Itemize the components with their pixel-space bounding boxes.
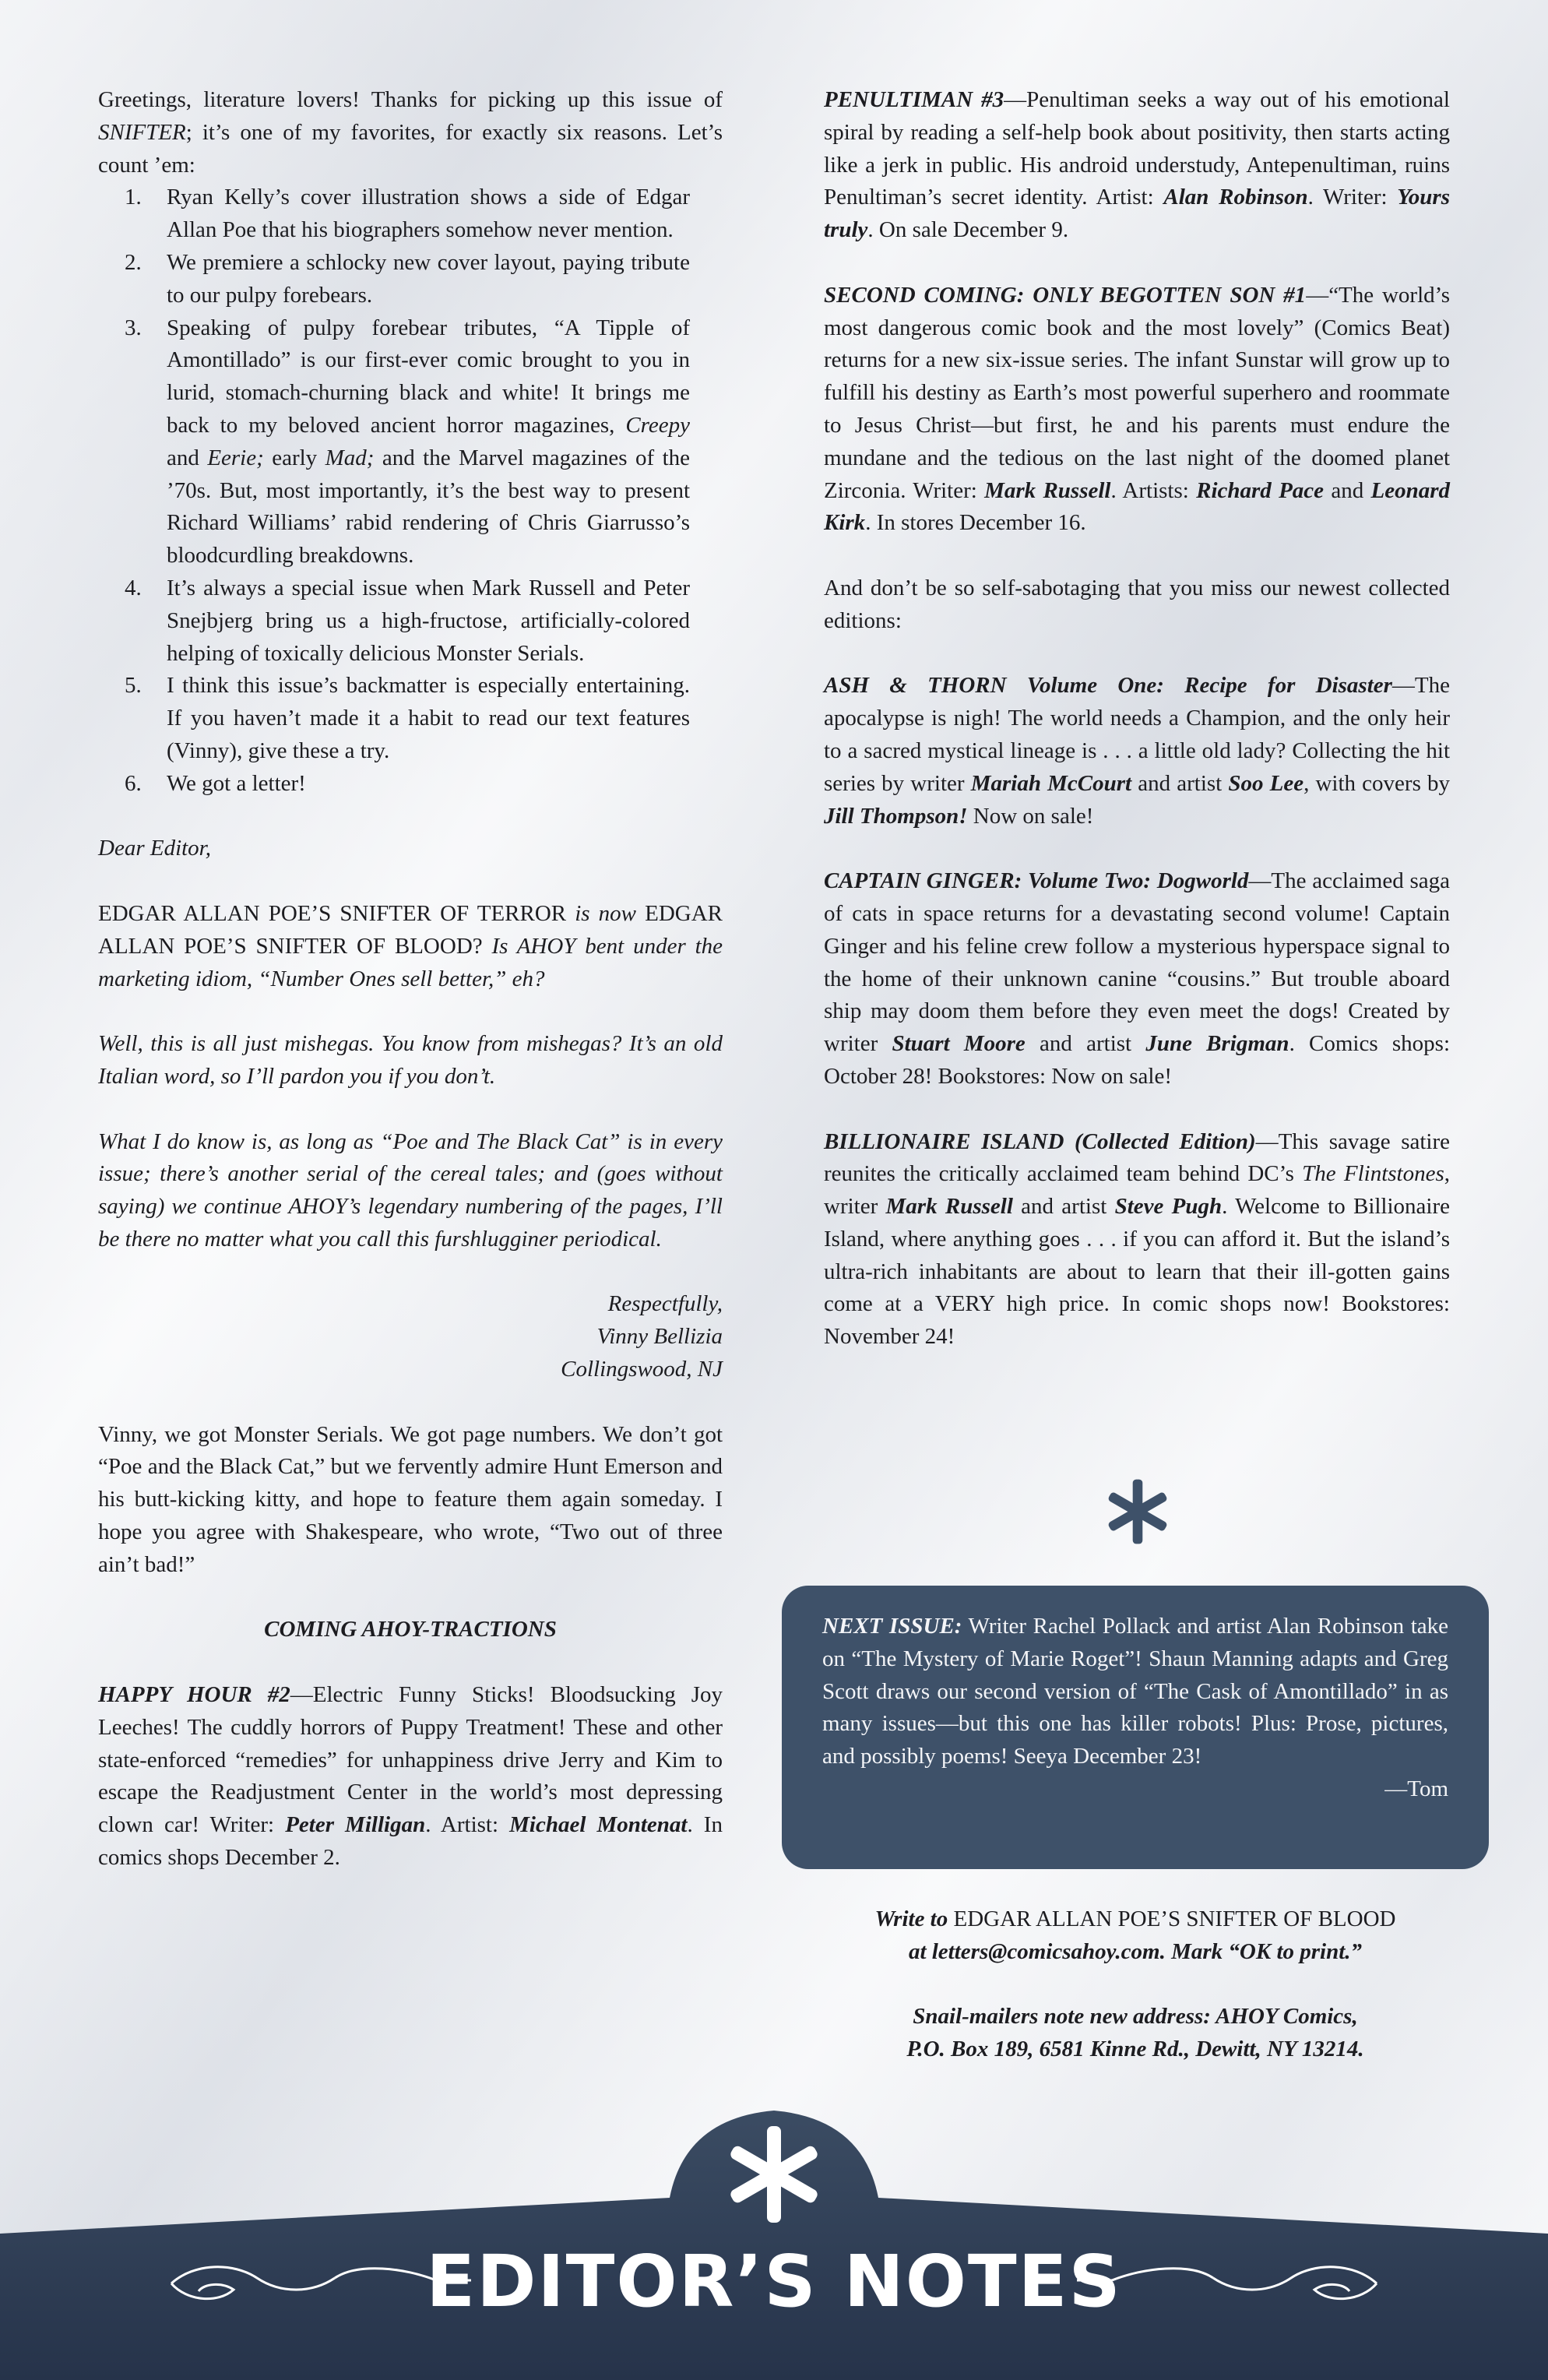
collected-intro: And don’t be so self-sabotaging that you miss our newest collected editions: [824, 575, 1450, 633]
letter-author: Vinny Bellizia [596, 1324, 723, 1350]
captain-ginger-blurb: CAPTAIN GINGER: Volume Two: Dogworld—The acclaimed saga of cats in space returns for a devastating second volume! Captain Ginger and his feline crew follow a mysterious hyperspace signal to the home of their unknown canine “cousins.” But trouble aboard ship may doom them before they even meet the dogs! Created by writer Stuart Moore and artist June Brigman. Comics shops: October 28! Bookstores: Now on sale! [824, 868, 1451, 1089]
page-title: EDITOR’S NOTES [426, 2240, 1122, 2323]
section-heading: COMING AHOY-TRACTIONS [264, 1617, 557, 1642]
asterisk-divider-icon [1103, 1477, 1173, 1547]
letter-location: Collingswood, NJ [561, 1357, 723, 1382]
list-item: 5. I think this issue’s backmatter is especially entertaining. If you haven’t made it a habit to read our text features (Vinny), give these a try. [125, 673, 690, 763]
next-issue-text: NEXT ISSUE: Writer Rachel Pollack and artist Alan Robinson take on “The Mystery of Marie Roget”! Shaun Manning adapts and Greg Scott draws our second version of “The Cask of Amontillado” in as many issues—but this one has killer robots! Plus: Prose, pictures, and possibly poems! Seeya December 23! [822, 1614, 1448, 1769]
billionaire-island-blurb: BILLIONAIRE ISLAND (Collected Edition)—This savage satire reunites the critically acclaimed team behind DC’s The Flintstones, writer Mark Russell and artist Steve Pugh. Welcome to Billionaire Island, where anything goes . . . if you can afford it. But the island’s ultra-rich inhabitants are about to learn that their ill-gotten gains come at a VERY high price. In comic shops now! Bookstores: November 24! [824, 1128, 1451, 1350]
ash-thorn-blurb: ASH & THORN Volume One: Recipe for Disaster—The apocalypse is nigh! The world needs a Champion, and the only heir to a sacred mystical lineage is . . . a little old lady? Collecting the hit series by writer Mariah McCourt and artist Soo Lee, with covers by Jill Thompson! Now on sale! [824, 673, 1451, 829]
second-coming-blurb: SECOND COMING: ONLY BEGOTTEN SON #1—“The world’s most dangerous comic book and the most lovely” (Comics Beat) returns for a new six-issue series. The infant Sunstar will grow up to fulfill his destiny as Earth’s most powerful superhero and roommate to Jesus Christ—but first, he and his parents must endure the mundane and the tedious on the last night of the doomed planet Zirconia. Writer: Mark Russell. Artists: Richard Pace and Leonard Kirk. In stores December 16. [824, 282, 1450, 536]
letter-paragraph: Well, this is all just mishegas. You know from mishegas? It’s an old Italian word, so I’ll pardon you if you don’t. [98, 1031, 723, 1089]
next-issue-box [782, 1586, 1489, 1869]
happy-hour-blurb: HAPPY HOUR #2—Electric Funny Sticks! Bloodsucking Joy Leeches! The cuddly horrors of Puppy Treatment! These and other state-enforced “remedies” for unhappiness drive Jerry and Kim to escape the Readjustment Center in the world’s most depressing clown car! Writer: Peter Milligan. Artist: Michael Montenat. In comics shops December 2. [98, 1682, 723, 1871]
editor-reply: Vinny, we got Monster Serials. We got page numbers. We don’t got “Poe and the Black Cat,” but we fervently admire Hunt Emerson and his butt-kicking kitty, and hope to feature them again someday. I hope you agree with Shakespeare, who wrote, “Two out of three ain’t bad!” [98, 1421, 723, 1577]
right-column [824, 84, 1450, 1354]
letter-paragraph: EDGAR ALLAN POE’S SNIFTER OF TERROR is now EDGAR ALLAN POE’S SNIFTER OF BLOOD? Is AHOY bent under the marketing idiom, “Number Ones sell better,” eh? [98, 900, 723, 991]
intro-paragraph: Greetings, literature lovers! Thanks for picking up this issue of SNIFTER; it’s one of my favorites, for exactly six reasons. Let’s count ’em: [98, 87, 723, 178]
left-column [98, 84, 723, 1875]
list-item: 1. Ryan Kelly’s cover illustration shows a side of Edgar Allan Poe that his biographers somehow never mention. [125, 185, 690, 243]
list-item: 2. We premiere a schlocky new cover layout, paying tribute to our pulpy forebears. [125, 249, 690, 308]
reasons-list [98, 181, 723, 800]
write-to-block [782, 1903, 1489, 2066]
list-item: 6. We got a letter! [125, 770, 306, 796]
letter-paragraph: What I do know is, as long as “Poe and The Black Cat” is in every issue; there’s another serial of the cereal tales; and (goes without saying) we continue AHOY’s legendary numbering of the pages, I’ll be there no matter what you call this furshlugginer periodical. [98, 1128, 723, 1252]
write-to-line1: Write to EDGAR ALLAN POE’S SNIFTER OF BLOOD [874, 1906, 1396, 1931]
list-item: 4. It’s always a special issue when Mark Russell and Peter Snejbjerg bring us a high-fructose, artificially-colored helping of toxically delicious Monster Serials. [125, 575, 690, 666]
letter-signoff: Respectfully, [607, 1291, 723, 1317]
penultiman-blurb: PENULTIMAN #3—Penultiman seeks a way out of his emotional spiral by reading a self-help book about positivity, then starts acting like a jerk in public. His android understudy, Antepenultiman, ruins Penultiman’s secret identity. Artist: Alan Robinson. Writer: Yours truly. On sale December 9. [824, 87, 1450, 243]
list-item: 3. Speaking of pulpy forebear tributes, “A Tipple of Amontillado” is our first-ever comic brought to you in lurid, stomach-churning black and white! It brings me back to my beloved ancient horror magazines, Creepy and Eerie; early Mad; and the Marvel magazines of the ’70s. But, most importantly, it’s the best way to present Richard Williams’ rabid rendering of Chris Giarrusso’s bloodcurdling breakdowns. [125, 315, 690, 569]
letter-salutation: Dear Editor, [98, 836, 211, 861]
snail-mail-line1: Snail-mailers note new address: AHOY Comics, [913, 2004, 1358, 2030]
snail-mail-line2: P.O. Box 189, 6581 Kinne Rd., Dewitt, NY 13214. [906, 2037, 1364, 2062]
next-issue-signature: —Tom [1384, 1776, 1448, 1801]
write-to-line2: at letters@comicsahoy.com. Mark “OK to print.” [908, 1938, 1363, 1964]
